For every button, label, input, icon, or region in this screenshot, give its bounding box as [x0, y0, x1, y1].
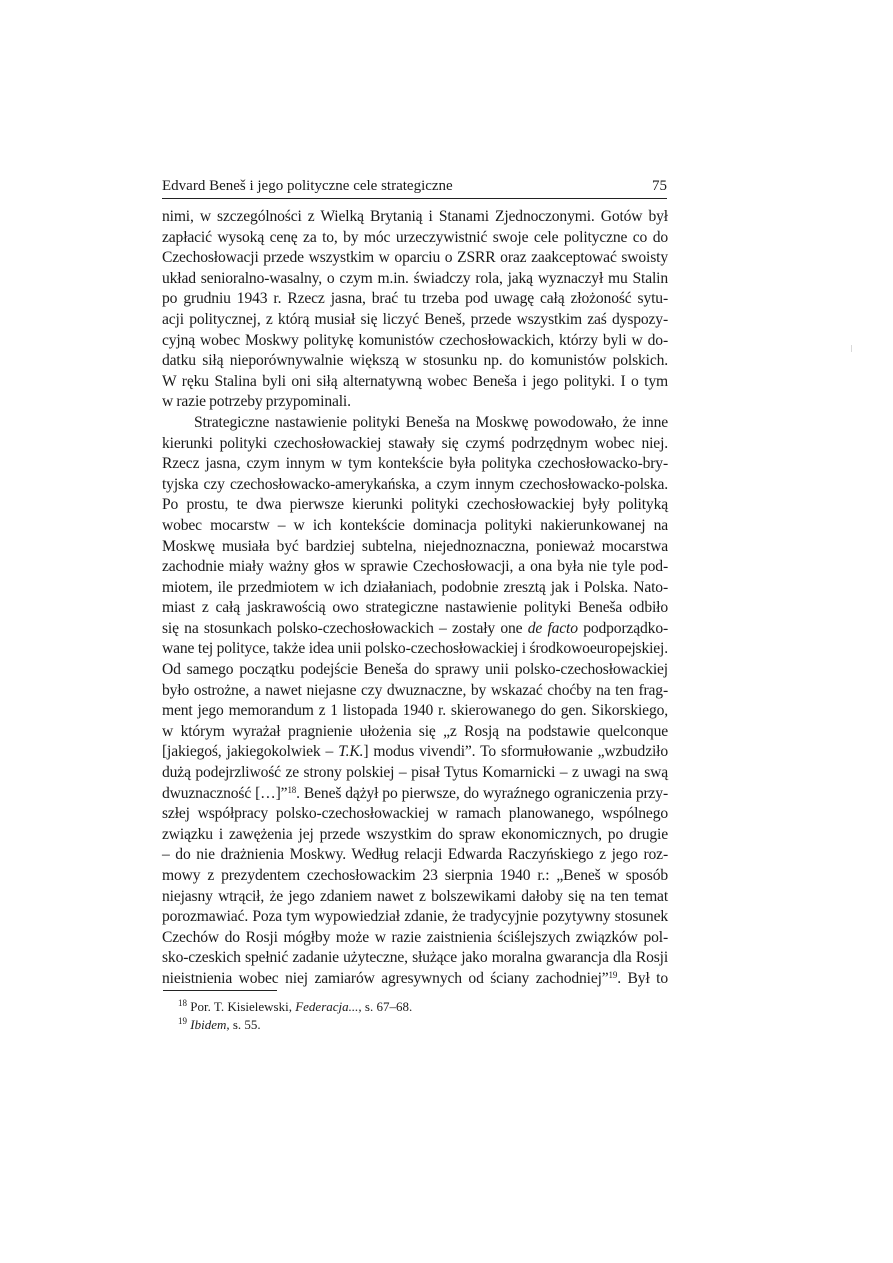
running-head-title: Edvard Beneš i jego polityczne cele strategiczne: [162, 178, 453, 194]
text-line: Po prostu, te dwa pierwsze kierunki polityki czechosłowackiej były polityką: [162, 496, 668, 514]
text-run: [jakiegoś, jakiegokolwiek –: [162, 743, 334, 761]
footnote-text: s. 55.: [232, 1017, 261, 1032]
text-line: dużą podejrzliwość ze strony polskiej – pisał Tytus Komarnicki – z uwagi na swą: [162, 764, 668, 782]
text-line: cyjną wobec Moskwy politykę komunistów czechosłowackich, którzy byli w do-: [162, 331, 668, 349]
text-line: [162, 969, 668, 990]
text-line: acji politycznej, z którą musiał się liczyć Beneš, przede wszystkim zaś dyspozy-: [162, 310, 668, 328]
text-line: W ręku Stalina byli oni siłą alternatywną wobec Beneša i jego polityki. I o tym: [162, 372, 668, 390]
text-line: zachodnie miały ważny głos w sprawie Czechosłowacji, a ona była nie tyle pod-: [162, 558, 668, 576]
text-line: miotem, ile przedmiotem w ich działaniach, podobnie zresztą jak i Polska. Nato-: [162, 578, 668, 596]
text-run: . Beneš dążył po pierwsze, do wyraźnego ograniczenia przy-: [296, 784, 668, 802]
footnote-ref-18: 18: [287, 784, 297, 795]
text-line: Czechosłowacji przede wszystkim w oparciu o ZSRR oraz zaakceptować swoisty: [162, 249, 668, 267]
text-line: tyjska czy czechosłowacko-amerykańska, a czym innym czechosłowacko-polska.: [162, 475, 668, 493]
text-line: Rzecz jasna, czym innym w tym kontekście była polityka czechosłowacko-bry-: [162, 455, 668, 473]
footnote-title: Federacja...,: [295, 999, 362, 1014]
page-number: 75: [652, 178, 667, 194]
text-line: – do nie drażnienia Moskwy. Według relacji Edwarda Raczyńskiego z jego roz-: [162, 846, 668, 864]
text-line: ment jego memorandum z 1 listopada 1940 r. skierowanego do gen. Sikorskiego,: [162, 702, 668, 720]
text-line: w którym wyrażał pragnienie ułożenia się „z Rosją na podstawie quelconque: [162, 722, 668, 740]
text-line: Czechów do Rosji mógłby może w razie zaistnienia ściślejszych związków pol-: [162, 928, 668, 946]
text-run: dwuznaczność […]”: [162, 784, 288, 802]
footnote-number: 18: [178, 998, 187, 1008]
footnote-ref-19: 19: [608, 969, 618, 980]
text-line: zapłacić wysoką cenę za to, by móc urzeczywistnić swoje cele polityczne co do: [162, 228, 668, 246]
paragraph-start-line: Strategiczne nastawienie polityki Beneša na Moskwę powodowało, że inne: [194, 413, 668, 431]
footnote-number: 19: [178, 1016, 187, 1026]
text-line: [162, 619, 668, 640]
body-text: [162, 207, 668, 990]
text-line: po grudniu 1943 r. Rzecz jasna, brać tu trzeba pod uwagę całą złożoność sytu-: [162, 290, 668, 308]
text-line: Od samego początku podejście Beneša do sprawy unii polsko-czechosłowackiej: [162, 661, 668, 679]
text-line: miast z całą jaskrawością owo strategiczne nastawienie polityki Beneša odbiło: [162, 599, 668, 617]
scan-speck: [851, 345, 852, 352]
italic-phrase: de facto: [527, 619, 578, 637]
text-run: podporządko-: [583, 619, 669, 637]
text-line: kierunki polityki czechosłowackiej stawały się czymś podrzędnym wobec niej.: [162, 434, 668, 452]
text-run: ] modus vivendi”. To sformułowanie „wzbudziło: [363, 743, 668, 761]
text-line: wane tej polityce, także idea unii polsko-czechosłowackiej i środkowoeuropejskiej.: [162, 640, 668, 658]
text-line: porozmawiać. Poza tym wypowiedział zdanie, że tradycyjnie pozytywny stosunek: [162, 908, 668, 926]
text-line: układ senioralno-wasalny, o czym m.in. świadczy rola, jaką wyznaczył mu Stalin: [162, 269, 668, 287]
text-line: sko-czeskich spełnić zadanie użyteczne, służące jako moralna gwarancja dla Rosji: [162, 949, 668, 967]
text-line: mowy z prezydentem czechosłowackim 23 sierpnia 1940 r.: „Beneš w sposób: [162, 867, 668, 884]
footnotes: [178, 998, 658, 1034]
text-run: się na stosunkach polsko-czechosłowackich – zostały one: [162, 619, 523, 637]
text-line: związku i zawężenia jej przede wszystkim do spraw ekonomicznych, po drugie: [162, 825, 668, 843]
footnote-text: Por. T. Kisielewski,: [190, 999, 292, 1014]
text-line: [162, 784, 668, 805]
text-line: wobec mocarstw – w ich kontekście dominacja polityki nakierunkowanej na: [162, 516, 668, 534]
running-head: [162, 176, 667, 199]
footnote-19: [178, 1016, 658, 1034]
text-line: Moskwę musiała być bardziej subtelna, niejednoznaczna, ponieważ mocarstwa: [162, 537, 668, 555]
footnote-text: s. 67–68.: [364, 999, 413, 1014]
text-line: było ostrożne, a nawet niejasne czy dwuznaczne, by wskazać choćby na ten frag-: [162, 681, 668, 699]
italic-initials: T.K.: [338, 743, 364, 761]
footnote-18: [178, 998, 658, 1016]
text-line: w razie potrzeby przypominali.: [162, 393, 351, 411]
text-line: datku siłą nieporównywalnie większą w stosunku np. do komunistów polskich.: [162, 352, 668, 370]
text-line: niejasny wtrącił, że jego zdaniem nawet z bolszewikami dałoby się na ten temat: [162, 887, 668, 905]
text-line: [162, 742, 668, 763]
footnote-divider: [163, 990, 277, 991]
text-line: nimi, w szczególności z Wielką Brytanią i Stanami Zjednoczonymi. Gotów był: [162, 208, 668, 225]
text-run: nieistnienia wobec niej zamiarów agresywnych od ściany zachodniej”: [162, 969, 609, 987]
text-run: . Był to: [617, 969, 668, 987]
text-line: szłej współpracy polsko-czechosłowackiej w ramach planowanego, wspólnego: [162, 805, 668, 823]
footnote-title: Ibidem,: [190, 1017, 230, 1032]
